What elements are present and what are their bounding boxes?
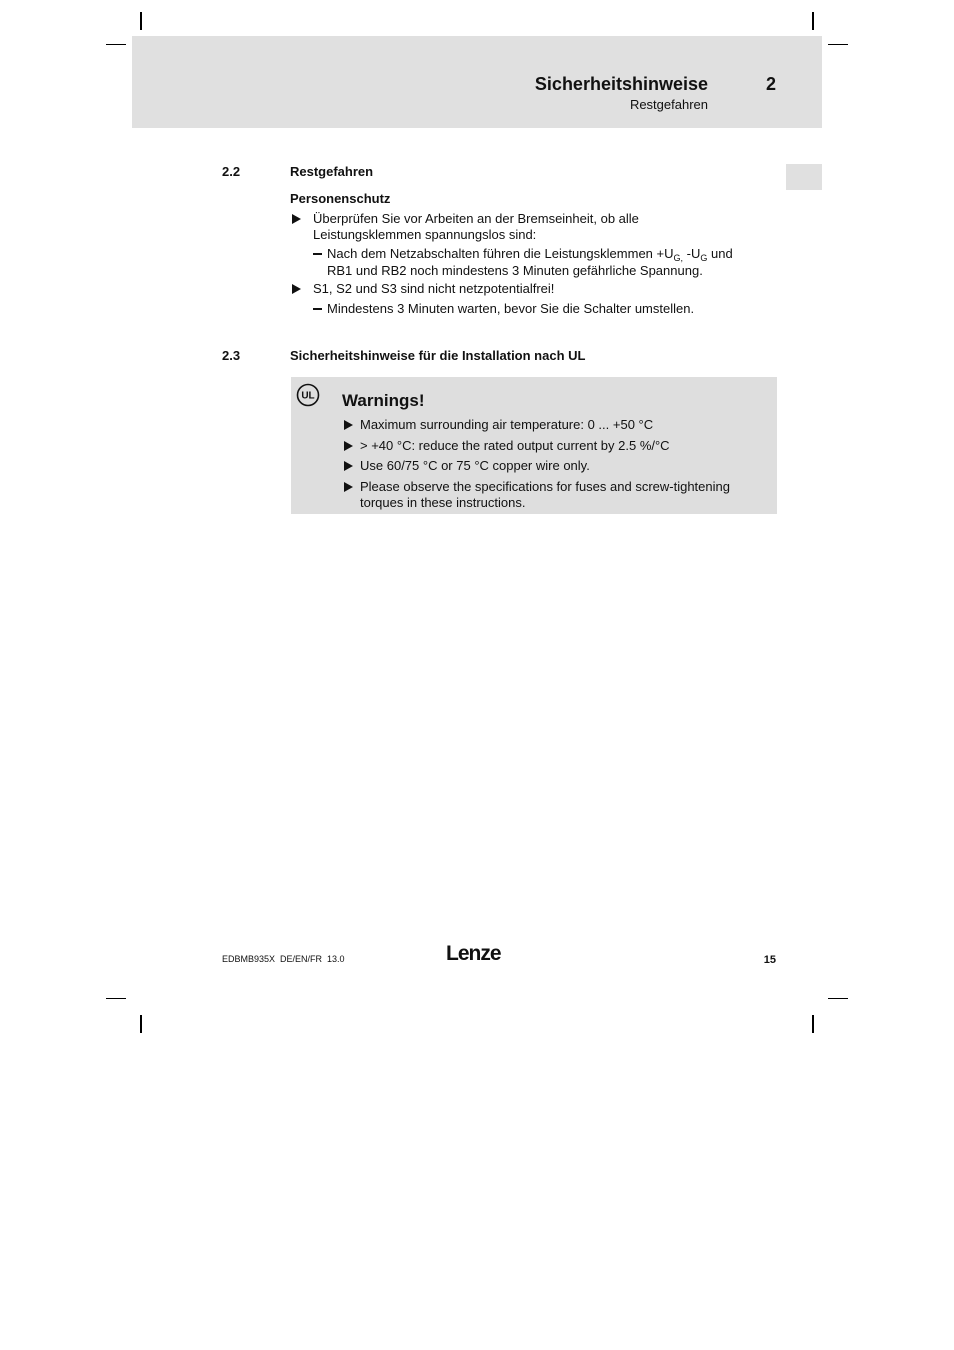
- dash-bullet-icon: [313, 308, 322, 310]
- warning-item: Use 60/75 °C or 75 °C copper wire only.: [360, 458, 590, 473]
- dash-bullet-icon: [313, 253, 322, 255]
- warning-item: Please observe the specifications for fuses and screw-tightening: [360, 479, 730, 494]
- document-id: EDBMB935X DE/EN/FR 13.0: [222, 954, 345, 964]
- warning-item: Maximum surrounding air temperature: 0 ... +50 °C: [360, 417, 654, 432]
- warning-item: > +40 °C: reduce the rated output current by 2.5 %/°C: [360, 438, 670, 453]
- crop-mark-top-left-vertical: [140, 12, 142, 30]
- bullet-arrow-icon: [344, 482, 353, 492]
- bullet-text-line: Leistungsklemmen spannungslos sind:: [313, 227, 537, 242]
- subscript: G: [700, 253, 708, 263]
- page-number: 15: [763, 954, 776, 966]
- page-header: [132, 36, 822, 128]
- bullet-text-line: S1, S2 und S3 sind nicht netzpotentialfrei!: [313, 281, 555, 296]
- warning-item-continuation: torques in these instructions.: [360, 495, 526, 510]
- section-title: Sicherheitshinweise für die Installation nach UL: [290, 348, 586, 363]
- sub-bullet-text-line: Mindestens 3 Minuten warten, bevor Sie die Schalter umstellen.: [327, 301, 695, 316]
- crop-mark-bottom-left-vertical: [140, 1015, 142, 1033]
- crop-mark-bottom-right-vertical: [812, 1015, 814, 1033]
- sub-bullet-text-line: RB1 und RB2 noch mindestens 3 Minuten gefährliche Spannung.: [327, 263, 703, 278]
- sub-bullet-text-part: und: [707, 246, 733, 261]
- crop-mark-top-right-vertical: [812, 12, 814, 30]
- subscript: G,: [673, 253, 684, 263]
- crop-mark-bottom-right-horizontal: [828, 998, 848, 999]
- chapter-number: 2: [766, 74, 777, 94]
- bullet-arrow-icon: [344, 441, 353, 451]
- warning-heading: Warnings!: [342, 391, 425, 410]
- bullet-text-line: Überprüfen Sie vor Arbeiten an der Bremseinheit, ob alle: [313, 211, 639, 226]
- header-subtitle: Restgefahren: [629, 97, 708, 112]
- chapter-title: Sicherheitshinweise: [534, 74, 708, 94]
- sub-bullet-text-part: Nach dem Netzabschalten führen die Leistungsklemmen +U: [327, 246, 674, 261]
- crop-mark-bottom-left-horizontal: [106, 998, 126, 999]
- ul-mark-icon: [296, 383, 320, 407]
- crop-mark-top-left-horizontal: [106, 44, 126, 45]
- bullet-arrow-icon: [344, 461, 353, 471]
- subheading: Personenschutz: [290, 191, 391, 206]
- section-number: 2.3: [222, 348, 241, 363]
- sub-bullet-text-part: -U: [683, 246, 701, 261]
- bullet-arrow-icon: [292, 284, 301, 294]
- bullet-arrow-icon: [292, 214, 301, 224]
- ul-logo-lettering: UL: [301, 390, 315, 402]
- chapter-tab: [786, 164, 822, 190]
- lenze-logo: Lenze: [446, 942, 501, 965]
- sub-bullet-text-line: [327, 246, 733, 262]
- crop-mark-top-right-horizontal: [828, 44, 848, 45]
- bullet-arrow-icon: [344, 420, 353, 430]
- section-title: Restgefahren: [290, 164, 374, 179]
- section-number: 2.2: [222, 164, 241, 179]
